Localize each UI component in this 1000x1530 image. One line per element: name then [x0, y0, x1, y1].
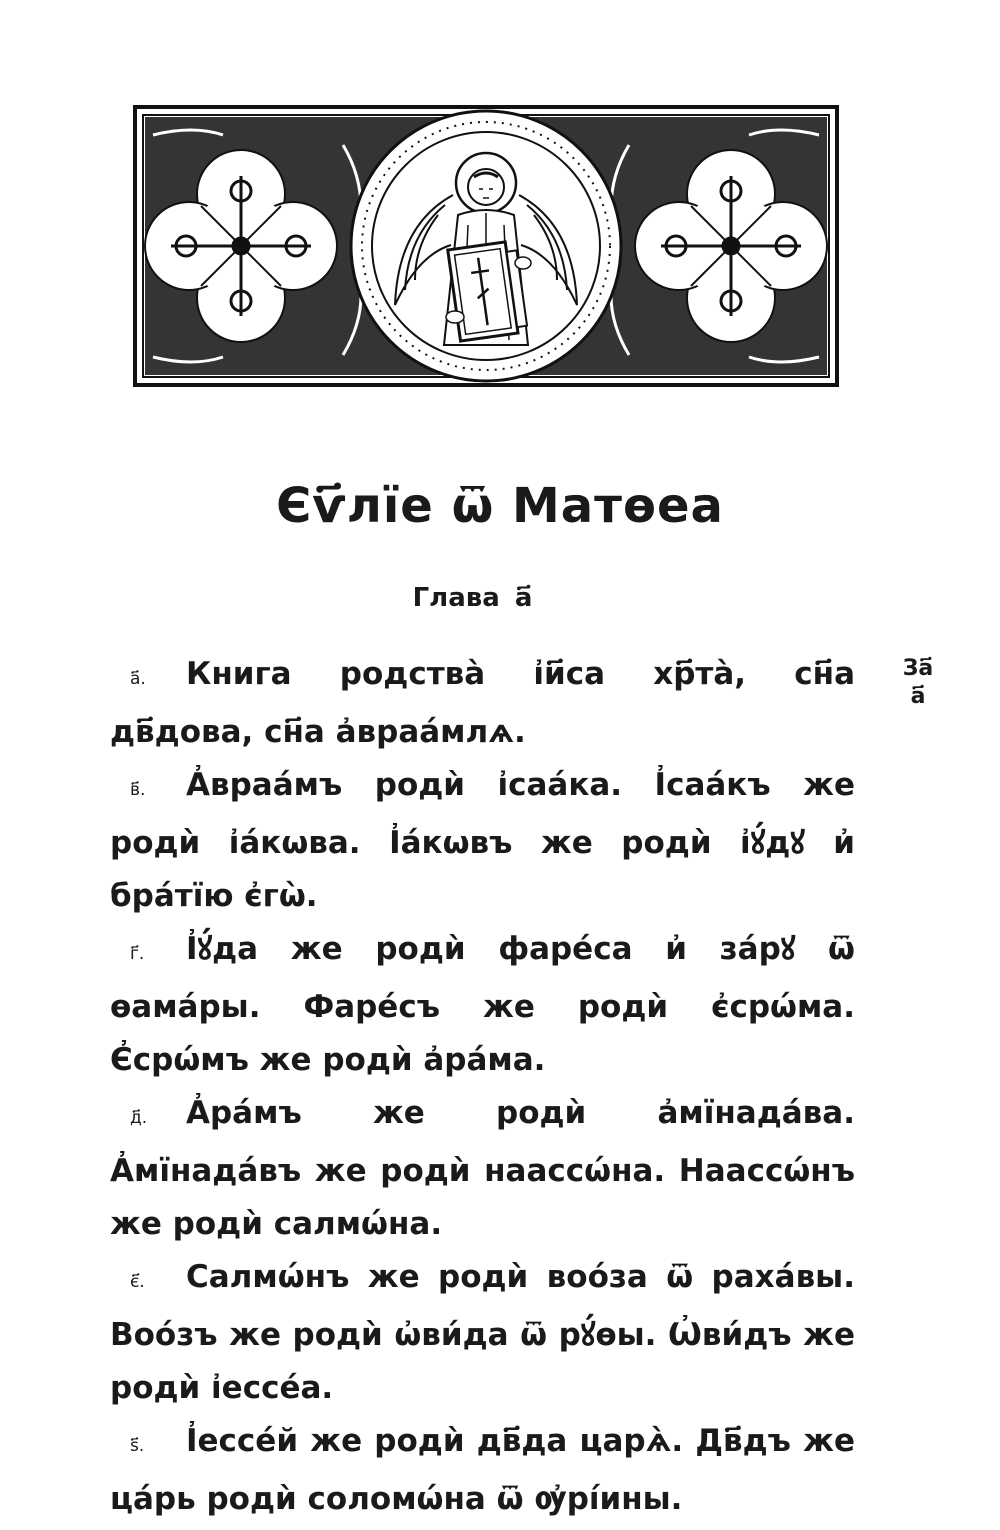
- verse-number: ѕ҃.: [130, 1436, 145, 1456]
- verse: [110, 759, 855, 923]
- angel-headpiece-illustration: [133, 105, 839, 387]
- verse-text: А҆ра́мъ же родѝ а҆мїнада́ва. А҆мїнада́въ же родѝ наассѡ́на. Наассѡ́нъ же родѝ салмѡ́на.: [110, 1095, 855, 1242]
- chapter-number: а҃: [514, 583, 533, 613]
- verse-number: а҃.: [130, 669, 146, 689]
- gospel-title: Єѵ҃лїе ѿ Матѳеа: [276, 478, 724, 534]
- chapter-label: Глава: [412, 583, 500, 613]
- zachalo-number: а҃: [910, 684, 926, 709]
- verse: [110, 923, 855, 1087]
- verse: [110, 1251, 855, 1415]
- verse: [110, 1087, 855, 1251]
- zachalo-label: За҃: [902, 656, 934, 681]
- verse-text: І҆ꙋ́да же родѝ фаре́са и҆ за́рꙋ ѿ ѳама́ры. Фаре́съ же родѝ є҆срѡ́ма. Є҆срѡ́мъ же родѝ а҆ра́ма.: [110, 931, 855, 1078]
- verse-number: г҃.: [130, 944, 145, 964]
- verse-text: Салмѡ́нъ же родѝ воо́за ѿ раха́вы. Воо́зъ же родѝ ѡ҆ви́да ѿ рꙋ́ѳы. Ѡ҆ви́дъ же родѝ і҆ессе́а.: [110, 1259, 855, 1406]
- chapter-heading: [0, 583, 945, 613]
- verse-list: [110, 648, 855, 1526]
- verse-text: А҆враа́мъ родѝ і҆саа́ка. І҆саа́къ же родѝ і҆а́кѡва. І҆а́кѡвъ же родѝ і҆ꙋ́дꙋ и҆ бра́тїю є҆гѡ̀.: [110, 767, 855, 914]
- verse: [110, 1415, 855, 1526]
- verse-number: в҃.: [130, 780, 146, 800]
- zachalo-marginal-note: [893, 655, 943, 711]
- ornamental-headpiece: [133, 105, 839, 387]
- verse: [110, 648, 855, 759]
- verse-text: Книга родства̀ і҆и҃са хр҃та̀, сн҃а дв҃дова, сн҃а а҆враа́млѧ.: [110, 656, 855, 750]
- verse-number: є҃.: [130, 1272, 145, 1292]
- verse-number: д҃.: [130, 1108, 148, 1128]
- verse-text: І҆ессе́й же родѝ дв҃да царѧ̀. Дв҃дъ же ца́рь родѝ соломѡ́на ѿ ѹ҆рі́ины.: [110, 1423, 855, 1517]
